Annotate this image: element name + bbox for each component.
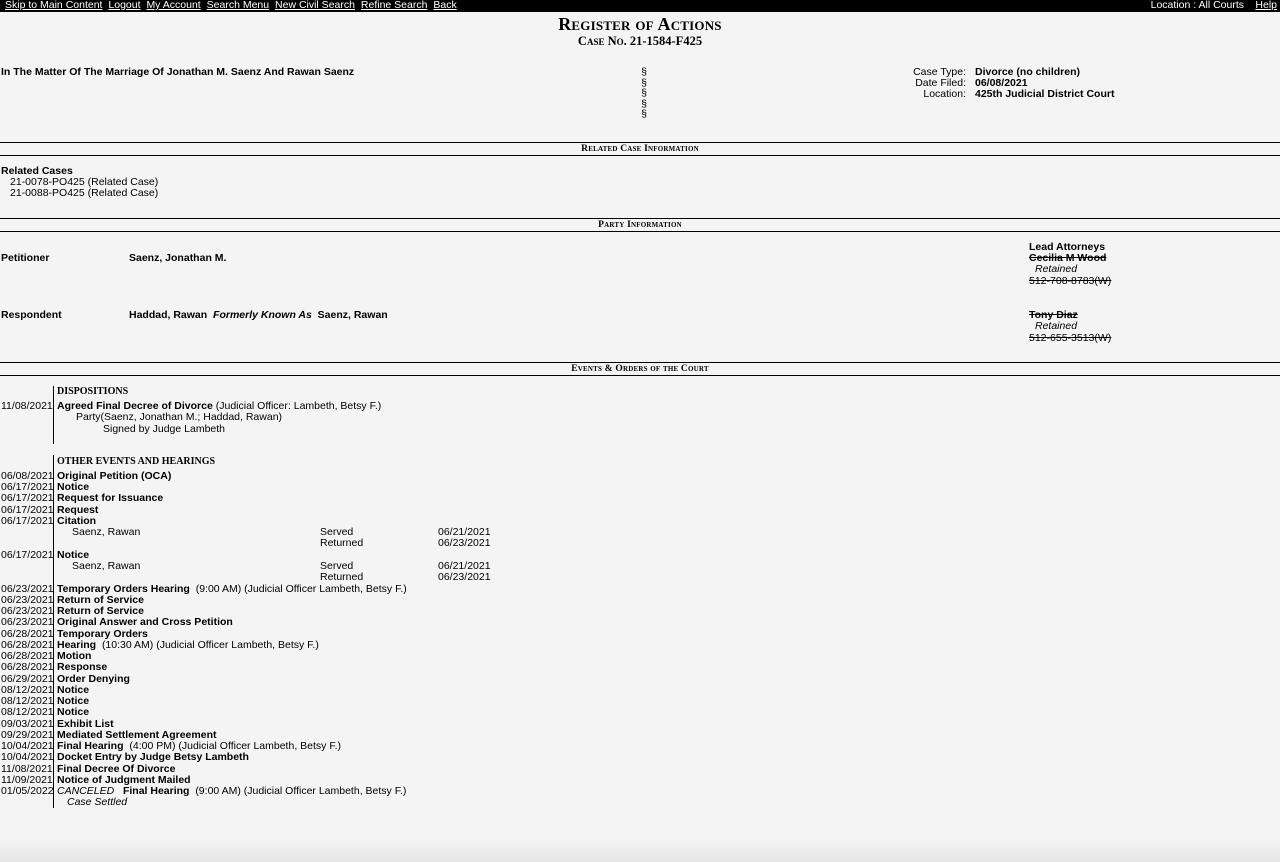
event-date: 06/17/2021	[1, 481, 54, 493]
logout-link[interactable]: Logout	[108, 0, 141, 11]
dispositions-heading: DISPOSITIONS	[57, 386, 129, 397]
event-row	[0, 471, 1000, 482]
event-row	[0, 707, 1000, 718]
date-filed-label: Date Filed:	[915, 77, 966, 89]
canceled-reason: Case Settled	[67, 796, 128, 808]
event-date: 06/08/2021	[1, 470, 54, 482]
event-row	[0, 696, 1000, 707]
event-row	[0, 685, 1000, 696]
related-case-section-header: Related Case Information	[0, 142, 1280, 156]
petitioner-attorney: Cecilia M Wood	[1029, 252, 1107, 264]
event-date: 06/17/2021	[1, 515, 54, 527]
event-date: 10/04/2021	[1, 740, 54, 752]
event-detail: (9:00 AM) (Judicial Officer Lambeth, Betsy F.)	[195, 583, 407, 595]
event-date: 10/04/2021	[1, 751, 54, 763]
event-row	[0, 786, 1000, 797]
page-title: Register of Actions	[558, 14, 722, 34]
event-detail: (10:30 AM) (Judicial Officer Lambeth, Betsy F.)	[101, 639, 319, 651]
event-date: 11/09/2021	[1, 774, 53, 786]
respondent-current-name: Haddad, Rawan	[129, 309, 208, 321]
served-date: 06/21/2021	[438, 560, 491, 572]
event-name[interactable]: Notice	[57, 684, 90, 696]
event-name[interactable]: Exhibit List	[57, 718, 114, 730]
event-text	[57, 662, 107, 673]
event-row	[0, 493, 1000, 504]
case-style: In The Matter Of The Marriage Of Jonathan M. Saenz And Rawan Saenz	[1, 66, 355, 78]
event-name[interactable]: Response	[57, 661, 108, 673]
event-name[interactable]: Final Hearing	[57, 740, 124, 752]
event-text	[57, 707, 89, 718]
event-name[interactable]: Return of Service	[57, 605, 144, 617]
other-events-heading: OTHER EVENTS AND HEARINGS	[57, 456, 216, 467]
location-value: 425th Judicial District Court	[975, 88, 1115, 100]
event-date: 09/29/2021	[1, 729, 54, 741]
petitioner-attorney-retained: Retained	[1035, 263, 1078, 275]
event-row	[0, 550, 1000, 561]
top-nav-bar	[0, 0, 1280, 12]
service-party: Saenz, Rawan	[72, 560, 141, 572]
respondent-attorney: Tony Diaz	[1029, 309, 1078, 321]
event-date: 06/28/2021	[1, 650, 54, 662]
location-label: Location : All Courts	[1150, 0, 1244, 11]
section-mark: §	[641, 66, 647, 78]
help-link[interactable]: Help	[1255, 0, 1277, 11]
event-date: 01/05/2022	[1, 785, 54, 797]
disposition-date: 11/08/2021	[1, 400, 53, 412]
event-date: 06/28/2021	[1, 639, 54, 651]
served-label: Served	[320, 560, 354, 572]
event-date: 09/03/2021	[1, 718, 54, 730]
event-date: 06/23/2021	[1, 616, 54, 628]
event-text	[57, 752, 249, 763]
event-date: 08/12/2021	[1, 684, 54, 696]
petitioner-attorney-phone: 512-708-8783(W)	[1029, 275, 1112, 287]
event-row	[0, 516, 1000, 527]
served-label: Served	[320, 526, 354, 538]
related-case-item[interactable]: 21-0088-PO425 (Related Case)	[10, 187, 159, 199]
event-date: 06/17/2021	[1, 504, 54, 516]
service-party: Saenz, Rawan	[72, 526, 141, 538]
respondent-role: Respondent	[1, 309, 62, 321]
case-type-value: Divorce (no children)	[975, 66, 1081, 78]
event-name[interactable]: Return of Service	[57, 594, 144, 606]
nav-links	[5, 0, 460, 10]
disposition-party: Party(Saenz, Jonathan M.; Haddad, Rawan)	[76, 411, 283, 423]
skip-to-main-link[interactable]: Skip to Main Content	[5, 0, 103, 11]
event-name[interactable]: Temporary Orders Hearing	[57, 583, 190, 595]
event-row	[0, 752, 1000, 763]
event-date: 11/08/2021	[1, 763, 53, 775]
section-mark: §	[641, 97, 647, 110]
event-row	[0, 640, 1000, 651]
party-section-header: Party Information	[0, 218, 1280, 232]
event-name[interactable]: Citation	[57, 515, 97, 527]
search-menu-link[interactable]: Search Menu	[206, 0, 270, 11]
event-row	[0, 595, 1000, 606]
event-name[interactable]: Docket Entry by Judge Betsy Lambeth	[57, 751, 249, 763]
event-name[interactable]: Notice	[57, 549, 90, 561]
event-name[interactable]: Temporary Orders	[57, 628, 148, 640]
disposition-signed: Signed by Judge Lambeth	[103, 423, 226, 435]
respondent-attorney-phone: 512-655-3513(W)	[1029, 332, 1112, 344]
event-status: CANCELED	[57, 785, 115, 797]
event-date: 08/12/2021	[1, 695, 54, 707]
date-filed-value: 06/08/2021	[975, 77, 1028, 89]
returned-label: Returned	[320, 537, 364, 549]
formerly-known-as-label: Formerly Known As	[213, 309, 312, 321]
returned-label: Returned	[320, 571, 364, 583]
event-name[interactable]: Request	[57, 504, 99, 516]
event-row	[0, 584, 1000, 595]
event-text	[57, 493, 163, 504]
event-date: 06/23/2021	[1, 583, 54, 595]
returned-date: 06/23/2021	[438, 571, 491, 583]
event-date: 06/17/2021	[1, 549, 54, 561]
events-section-header: Events & Orders of the Court	[0, 362, 1280, 376]
refine-search-link[interactable]: Refine Search	[360, 0, 428, 11]
new-civil-search-link[interactable]: New Civil Search	[275, 0, 355, 11]
event-text	[57, 640, 319, 651]
section-mark: §	[641, 108, 647, 121]
event-detail: (9:00 AM) (Judicial Officer Lambeth, Betsy F.)	[195, 785, 407, 797]
petitioner-role: Petitioner	[1, 252, 50, 264]
returned-date: 06/23/2021	[438, 537, 491, 549]
section-mark: §	[641, 76, 647, 89]
event-date: 06/23/2021	[1, 594, 54, 606]
event-date: 06/17/2021	[1, 492, 54, 504]
lead-attorneys-label: Lead Attorneys	[1029, 241, 1106, 253]
respondent-attorney-retained: Retained	[1035, 320, 1078, 332]
respondent-former-name: Saenz, Rawan	[317, 309, 388, 321]
section-marks	[639, 67, 649, 120]
location-row	[880, 88, 1115, 100]
event-date: 08/12/2021	[1, 706, 54, 718]
bottom-shade	[0, 840, 1280, 862]
dispositions-divider	[53, 386, 54, 444]
event-row	[0, 505, 1000, 516]
event-name[interactable]: Notice	[57, 695, 90, 707]
event-row	[0, 674, 1000, 685]
event-name[interactable]: Original Petition (OCA)	[57, 470, 172, 482]
event-text	[57, 617, 233, 628]
petitioner-name: Saenz, Jonathan M.	[129, 252, 227, 264]
disposition-detail: (Judicial Officer: Lambeth, Betsy F.)	[215, 400, 382, 412]
case-number: Case No. 21-1584-F425	[577, 34, 703, 48]
related-case-item[interactable]: 21-0078-PO425 (Related Case)	[10, 176, 159, 188]
location-field-label: Location:	[923, 88, 966, 100]
back-link[interactable]: Back	[433, 0, 457, 11]
event-name[interactable]: Notice	[57, 481, 90, 493]
event-name[interactable]: Original Answer and Cross Petition	[57, 616, 233, 628]
event-name[interactable]: Final Decree Of Divorce	[57, 763, 176, 775]
section-mark: §	[641, 87, 647, 100]
event-row	[0, 662, 1000, 673]
event-row	[0, 651, 1000, 662]
event-detail: (4:00 PM) (Judicial Officer Lambeth, Betsy F.)	[129, 740, 341, 752]
event-name[interactable]: Motion	[57, 650, 92, 662]
event-row	[0, 617, 1000, 628]
event-name[interactable]: Mediated Settlement Agreement	[57, 729, 217, 741]
event-name[interactable]: Hearing	[57, 639, 97, 651]
event-name[interactable]: Notice of Judgment Mailed	[57, 774, 191, 786]
case-type-label: Case Type:	[913, 66, 966, 78]
event-date: 06/28/2021	[1, 661, 54, 673]
event-name[interactable]: Final Hearing	[122, 785, 190, 797]
event-date: 06/29/2021	[1, 673, 54, 685]
event-name[interactable]: Request for Issuance	[57, 492, 164, 504]
related-cases-heading: Related Cases	[1, 165, 73, 177]
event-name[interactable]: Order Denying	[57, 673, 130, 685]
served-date: 06/21/2021	[438, 526, 491, 538]
respondent-name	[129, 310, 388, 321]
disposition-name[interactable]: Agreed Final Decree of Divorce	[57, 400, 213, 412]
event-date: 06/23/2021	[1, 605, 54, 617]
event-name[interactable]: Notice	[57, 706, 90, 718]
event-date: 06/28/2021	[1, 628, 54, 640]
my-account-link[interactable]: My Account	[146, 0, 201, 11]
